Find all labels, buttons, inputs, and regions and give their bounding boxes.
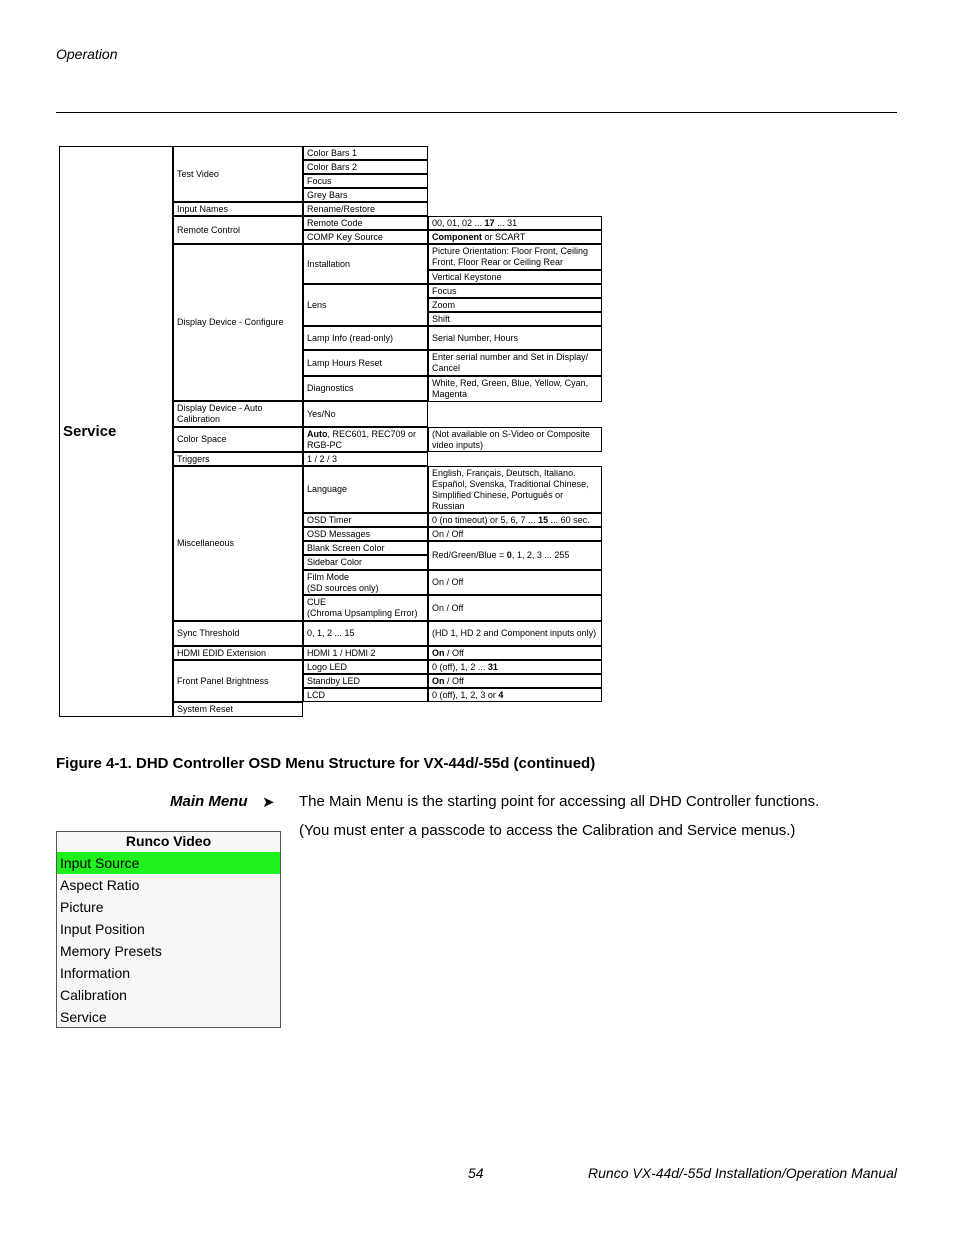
menu-tree-node <box>428 230 602 244</box>
menu-tree-node-label: Triggers <box>177 453 210 464</box>
menu-tree-node <box>428 244 602 270</box>
tree-root-service: Service <box>59 146 173 717</box>
menu-tree-node <box>428 595 602 621</box>
osd-menu-item[interactable]: Service <box>60 1009 107 1025</box>
menu-tree-node <box>303 230 428 244</box>
menu-tree-node-label: Serial Number, Hours <box>432 332 519 343</box>
menu-tree-node <box>428 570 602 595</box>
menu-tree-node <box>428 660 602 674</box>
menu-tree-node <box>303 513 428 527</box>
menu-tree-node-label: OSD Timer <box>307 514 352 525</box>
menu-tree-node-label: Standby LED <box>307 675 361 686</box>
menu-tree-node-label: HDMI EDID Extension <box>177 647 267 658</box>
menu-tree-node-label: Focus <box>307 175 332 186</box>
menu-tree-node <box>303 466 428 513</box>
menu-tree-node <box>428 527 602 541</box>
menu-tree-node-label: 0 (off), 1, 2 ... 31 <box>432 661 498 672</box>
menu-tree-node <box>303 244 428 284</box>
menu-tree-node <box>428 350 602 376</box>
menu-tree-node-label: Enter serial number and Set in Display/ Cancel <box>432 352 589 373</box>
menu-tree-node <box>428 312 602 326</box>
menu-tree-node-label: On / Off <box>432 675 464 686</box>
menu-tree-node <box>303 174 428 188</box>
menu-tree-node-label: Diagnostics <box>307 383 354 393</box>
menu-tree-node-label: Language <box>307 484 348 494</box>
main-menu-description: The Main Menu is the starting point for accessing all DHD Controller functions. <box>299 793 820 810</box>
menu-tree-node-label: English, Français, Deutsch, Italiano. Español, Svenska, Traditional Chinese, Simplified Chinese, Português or Russian <box>432 467 589 511</box>
menu-tree-node-label: Front Panel Brightness <box>177 675 269 686</box>
osd-menu-item[interactable]: Calibration <box>60 987 127 1003</box>
menu-tree-node-label: Test Video <box>177 168 219 179</box>
menu-tree-node <box>173 202 303 216</box>
menu-tree-node <box>173 646 303 660</box>
menu-tree-node <box>428 688 602 702</box>
menu-tree-node <box>173 660 303 702</box>
menu-tree-node-label: Shift <box>432 313 451 324</box>
menu-tree-node <box>303 570 428 595</box>
menu-tree-node <box>173 702 303 717</box>
menu-tree-node-label: Lamp Info (read-only) <box>307 332 394 343</box>
menu-tree-node-label: System Reset <box>177 704 234 714</box>
menu-tree-node-label: Sync Threshold <box>177 628 240 638</box>
menu-tree-node-label: Film Mode (SD sources only) <box>307 571 379 593</box>
menu-tree-node <box>428 270 602 284</box>
menu-tree-node <box>303 326 428 350</box>
main-menu-heading: Main Menu <box>170 793 248 810</box>
menu-tree-node <box>303 202 428 216</box>
menu-tree-node <box>303 660 428 674</box>
menu-tree-node <box>303 621 428 646</box>
menu-tree-node-label: On / Off <box>432 602 464 613</box>
menu-tree-node <box>303 401 428 427</box>
page-number: 54 <box>468 1165 484 1181</box>
menu-tree-node-label: (HD 1, HD 2 and Component inputs only) <box>432 628 597 638</box>
menu-tree-node-label: On / Off <box>432 577 464 587</box>
osd-menu-item[interactable]: Information <box>60 965 131 981</box>
menu-tree-node-label: Installation <box>307 258 351 269</box>
menu-tree-node-label: Grey Bars <box>307 189 348 200</box>
menu-tree-node <box>303 527 428 541</box>
menu-tree-node <box>303 146 428 160</box>
menu-tree-node <box>173 216 303 244</box>
menu-tree-node-label: Color Bars 1 <box>307 147 358 158</box>
menu-tree-node-label: CUE (Chroma Upsampling Error) <box>307 597 418 618</box>
menu-tree-node-label: Lamp Hours Reset <box>307 357 383 368</box>
osd-menu-list <box>57 852 280 1028</box>
menu-tree-node <box>303 688 428 702</box>
menu-tree-node <box>428 326 602 350</box>
menu-tree-node <box>173 244 303 401</box>
menu-tree-node <box>428 216 602 230</box>
menu-tree-node <box>173 146 303 202</box>
menu-tree-node-label: On / Off <box>432 647 464 658</box>
menu-tree-node <box>303 376 428 401</box>
menu-tree-node <box>303 188 428 202</box>
menu-tree-node-label: Logo LED <box>307 661 348 672</box>
menu-tree-node-label: Display Device - Auto Calibration <box>177 403 263 424</box>
menu-tree-node-label: Remote Code <box>307 217 363 228</box>
menu-tree-node <box>428 427 602 452</box>
osd-menu-item[interactable]: Input Source <box>57 852 280 874</box>
footer-manual-title: Runco VX-44d/-55d Installation/Operation Manual <box>588 1165 897 1181</box>
menu-tree-node <box>173 466 303 621</box>
menu-tree-node-label: Zoom <box>432 299 456 310</box>
menu-tree-node <box>303 160 428 174</box>
menu-tree-node-label: Blank Screen Color <box>307 542 385 553</box>
menu-tree-node-label: 00, 01, 02 ... 17 ... 31 <box>432 217 518 228</box>
menu-tree-node-label: Vertical Keystone <box>432 271 502 282</box>
menu-tree-node-label: COMP Key Source <box>307 231 383 242</box>
menu-tree-node <box>303 541 428 555</box>
menu-tree-node <box>173 621 303 646</box>
menu-tree-node <box>428 674 602 688</box>
menu-tree-node-label: White, Red, Green, Blue, Yellow, Cyan, Magenta <box>432 378 589 399</box>
menu-tree-node <box>303 350 428 376</box>
menu-tree-node <box>303 427 428 452</box>
menu-tree-node-label: 0 (off), 1, 2, 3 or 4 <box>432 689 504 700</box>
menu-tree-node-label: Rename/Restore <box>307 203 376 214</box>
menu-tree-node <box>173 401 303 427</box>
menu-tree-node <box>428 646 602 660</box>
menu-tree-node-label: Remote Control <box>177 224 241 235</box>
menu-tree-node-label: (Not available on S-Video or Composite video inputs) <box>432 428 590 450</box>
menu-tree-node-label: Yes/No <box>307 408 336 419</box>
menu-tree-node <box>428 298 602 312</box>
menu-tree-node-label: Auto, REC601, REC709 or RGB-PC <box>307 428 417 450</box>
menu-tree-node-label: 0 (no timeout) or 5, 6, 7 ... 15 ... 60 sec. <box>432 514 590 525</box>
osd-menu-item[interactable]: Input Position <box>60 921 145 937</box>
menu-tree-node <box>428 284 602 298</box>
figure-caption: Figure 4-1. DHD Controller OSD Menu Structure for VX-44d/-55d (continued) <box>56 755 596 772</box>
menu-tree-node-label: HDMI 1 / HDMI 2 <box>307 647 376 658</box>
menu-tree-node-label: LCD <box>307 689 326 700</box>
menu-tree-node-label: Lens <box>307 299 327 310</box>
menu-tree-node <box>428 541 602 570</box>
menu-tree-node <box>303 595 428 621</box>
osd-menu-item[interactable]: Picture <box>60 899 104 915</box>
osd-menu-item[interactable]: Aspect Ratio <box>60 877 140 893</box>
menu-tree-node <box>428 513 602 527</box>
menu-tree-node <box>303 452 428 466</box>
menu-tree-node <box>303 216 428 230</box>
osd-title: Runco Video <box>125 833 212 849</box>
menu-tree-node <box>428 621 602 646</box>
menu-tree-node <box>303 284 428 326</box>
menu-tree-node-label: Color Bars 2 <box>307 161 358 172</box>
menu-tree-node <box>303 674 428 688</box>
menu-tree-node-label: Color Space <box>177 434 227 444</box>
running-header: Operation <box>56 46 118 62</box>
menu-tree-node-label: 0, 1, 2 ... 15 <box>307 628 355 638</box>
menu-tree-node-label: Component or SCART <box>432 231 526 242</box>
menu-tree-node <box>428 376 602 402</box>
menu-tree-node-label: Focus <box>432 285 457 296</box>
menu-tree-node-label: Sidebar Color <box>307 557 363 567</box>
menu-tree-node <box>173 452 303 466</box>
passcode-note: (You must enter a passcode to access the Calibration and Service menus.) <box>299 822 796 839</box>
menu-tree-node-label: OSD Messages <box>307 528 371 539</box>
menu-tree-node <box>173 427 303 452</box>
menu-tree-node-label: Input Names <box>177 203 229 214</box>
arrow-right-icon: ➤ <box>262 794 275 811</box>
menu-tree-node-label: Picture Orientation: Floor Front, Ceiling Front, Floor Rear or Ceiling Rear <box>432 246 589 267</box>
osd-menu-item[interactable]: Memory Presets <box>60 943 162 959</box>
menu-tree-node-label: Red/Green/Blue = 0, 1, 2, 3 ... 255 <box>432 550 570 560</box>
menu-tree-node <box>303 646 428 660</box>
menu-tree-node-label: Miscellaneous <box>177 538 235 548</box>
menu-tree-node-label: 1 / 2 / 3 <box>307 453 338 464</box>
menu-tree-node <box>428 466 602 513</box>
menu-tree-node-label: On / Off <box>432 528 464 539</box>
menu-tree-node <box>303 555 428 570</box>
menu-tree-node-label: Display Device - Configure <box>177 317 284 327</box>
osd-main-menu <box>56 831 281 1028</box>
